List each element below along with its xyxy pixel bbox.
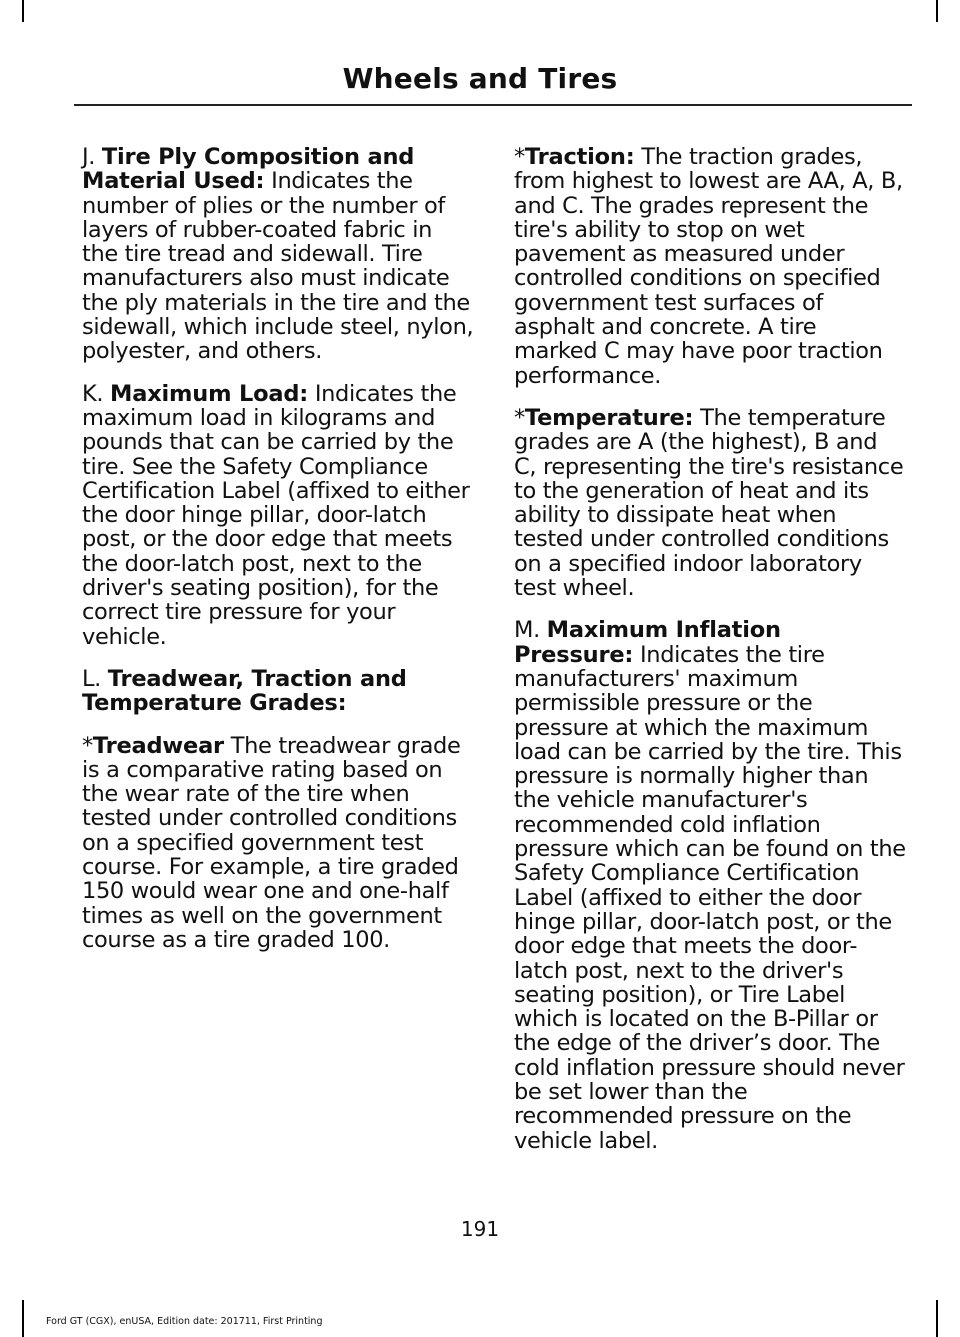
term-heading: Maximum Inflation Pressure: <box>514 617 781 668</box>
term-heading: Maximum Load: <box>110 380 309 407</box>
definition-paragraph <box>82 382 474 649</box>
item-prefix: J. <box>82 144 102 170</box>
item-prefix: K. <box>82 380 111 407</box>
definition-paragraph <box>514 145 906 388</box>
term-heading: Traction: <box>524 144 635 170</box>
definition-paragraph <box>514 618 906 1153</box>
edition-footer: Ford GT (CGX), enUSA, Edition date: 201711, First Printing <box>46 1316 323 1327</box>
definition-text: The traction grades, from highest to lowest are AA, A, B, and C. The grades represent the tire's ability to stop on wet pavement as measured under controlled conditions on specified government test surfaces of asphalt and concrete. A tire marked C may have poor traction performance. <box>514 144 903 389</box>
header-divider <box>74 104 912 106</box>
term-heading: Treadwear <box>92 732 224 759</box>
definition-text: The temperature grades are A (the highest), B and C, representing the tire's resistance to the generation of heat and its ability to dissipate heat when tested under controlled conditions on a specified indoor laboratory test wheel. <box>514 404 904 602</box>
crop-mark-bottom-left <box>22 1300 24 1337</box>
right-column <box>514 145 906 1171</box>
definition-paragraph <box>514 406 906 600</box>
definition-text: Indicates the number of plies or the number of layers of rubber-coated fabric in the tire tread and sidewall. Tire manufacturers also must indicate the ply materials in the tire and the sidewall, which include steel, nylon, polyester, and others. <box>82 168 474 365</box>
crop-mark-top-right <box>936 0 938 22</box>
page-title: Wheels and Tires <box>342 62 618 95</box>
term-heading: Tire Ply Composition and Material Used: <box>82 144 415 195</box>
page-number: 191 <box>460 1217 500 1241</box>
term-heading: Treadwear, Traction and Temperature Grades: <box>82 665 407 717</box>
definition-paragraph <box>82 667 474 716</box>
definition-text: The treadwear grade is a comparative rating based on the wear rate of the tire when tested under controlled conditions on a specified government test course. For example, a tire graded 150 would wear one and one-half times as well on the government course as a tire graded 100. <box>82 732 461 953</box>
definition-text: Indicates the maximum load in kilograms and pounds that can be carried by the tire. See the Safety Compliance Certification Label (affixed to either the door hinge pillar, door-latch post, or the door edge that meets the door-latch post, next to the driver's seating position), for the correct tire pressure for your vehicle. <box>82 380 470 650</box>
term-heading: Temperature: <box>524 404 694 431</box>
item-prefix: * <box>514 144 525 170</box>
crop-mark-bottom-right <box>936 1300 938 1337</box>
item-prefix: * <box>514 404 525 431</box>
definition-text: Indicates the tire manufacturers' maximum permissible pressure or the pressure at which the maximum load can be carried by the tire. This pressure is normally higher than the vehicle manufacturer's recommended cold inflation pressure which can be found on the Safety Compliance Certification Label (affixed to either the door hinge pillar, door-latch post, or the door edge that meets the door-latch post, next to the driver's seating position), or Tire Label which is located on the B-Pillar or the edge of the driver’s door. The cold inflation pressure should never be set lower than the recommended pressure on the vehicle label. <box>514 641 906 1154</box>
definition-paragraph <box>82 145 474 364</box>
item-prefix: * <box>82 732 93 759</box>
definition-paragraph <box>82 734 474 953</box>
item-prefix: M. <box>514 617 547 644</box>
item-prefix: L. <box>82 665 108 692</box>
crop-mark-top-left <box>22 0 24 22</box>
left-column <box>82 145 474 970</box>
